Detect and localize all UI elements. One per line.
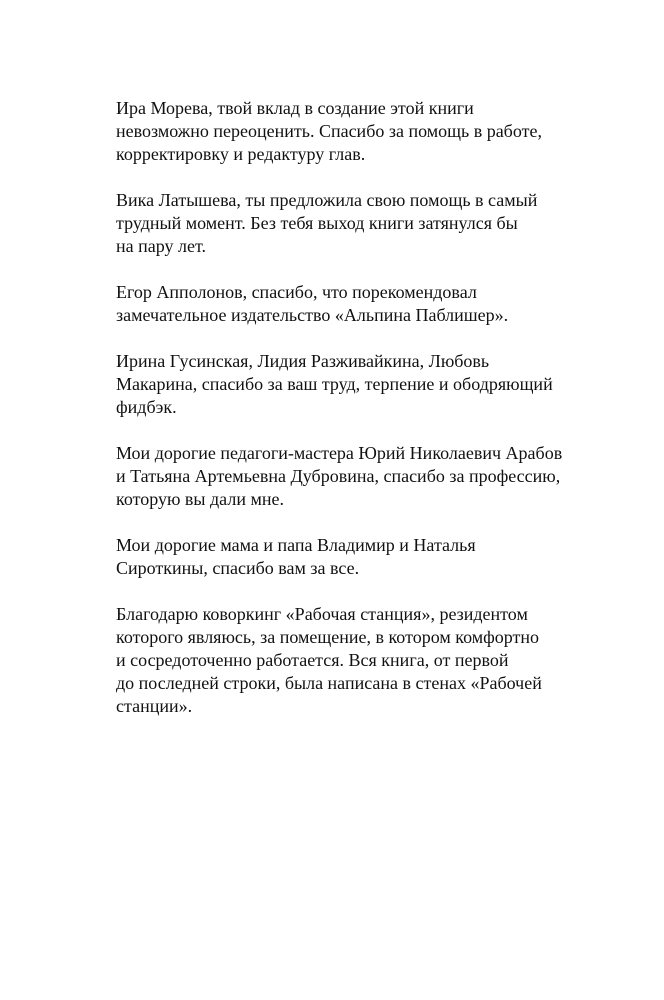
acknowledgements-page — [116, 97, 616, 741]
paragraph-coworking — [116, 603, 616, 718]
text-line: Сироткины, спасибо вам за все. — [116, 558, 360, 578]
text-line: до последней строки, была написана в стенах «Рабочей — [116, 673, 542, 693]
paragraph-parents — [116, 534, 616, 580]
text-line: Мои дорогие мама и папа Владимир и Наталья — [116, 535, 476, 555]
text-line: трудный момент. Без тебя выход книги затянулся бы — [116, 213, 518, 233]
text-line: фидбэк. — [116, 397, 177, 417]
text-line: замечательное издательство «Альпина Паблишер». — [116, 305, 509, 325]
text-line: которого являюсь, за помещение, в котором комфортно — [116, 627, 540, 647]
paragraph-teachers — [116, 442, 616, 511]
text-line: на пару лет. — [116, 236, 206, 256]
paragraph-ira-moreva — [116, 97, 616, 166]
paragraph-vika-latysheva — [116, 189, 616, 258]
text-line: Ирина Гусинская, Лидия Разживайкина, Любовь — [116, 351, 490, 371]
text-line: и сосредоточенно работается. Вся книга, от первой — [116, 650, 509, 670]
text-line: корректировку и редактуру глав. — [116, 144, 366, 164]
paragraph-editors — [116, 350, 616, 419]
paragraph-egor-appolonov — [116, 281, 616, 327]
text-line: Благодарю коворкинг «Рабочая станция», резидентом — [116, 604, 528, 624]
text-line: Ира Морева, твой вклад в создание этой книги — [116, 98, 474, 118]
text-line: Мои дорогие педагоги-мастера Юрий Николаевич Арабов — [116, 443, 563, 463]
text-line: Вика Латышева, ты предложила свою помощь в самый — [116, 190, 538, 210]
text-line: станции». — [116, 696, 193, 716]
text-line: и Татьяна Артемьевна Дубровина, спасибо за профессию, — [116, 466, 561, 486]
text-line: которую вы дали мне. — [116, 489, 284, 509]
text-line: Макарина, спасибо за ваш труд, терпение и ободряющий — [116, 374, 553, 394]
text-line: невозможно переоценить. Спасибо за помощь в работе, — [116, 121, 542, 141]
text-line: Егор Апполонов, спасибо, что порекомендовал — [116, 282, 477, 302]
